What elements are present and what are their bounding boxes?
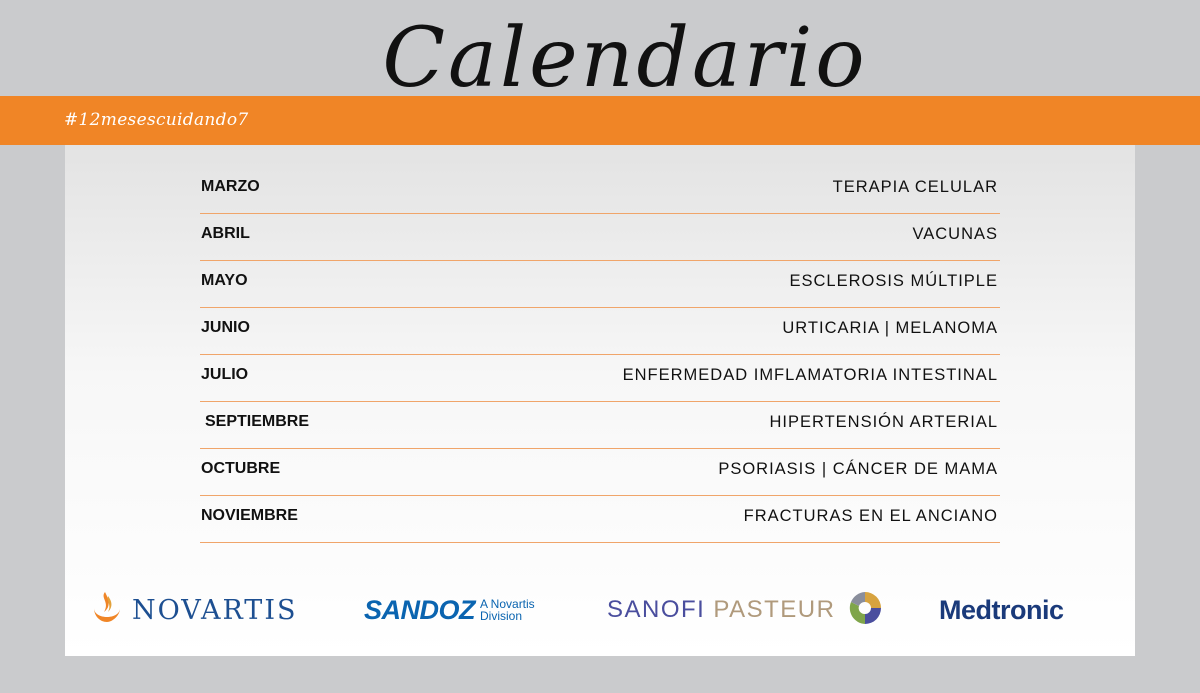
novartis-logo (90, 585, 297, 635)
topic-label: URTICARIA | MELANOMA (782, 319, 998, 337)
schedule-row (200, 168, 1000, 214)
hashtag-label: #12mesescuidando7 (64, 110, 249, 130)
topic-label: HIPERTENSIÓN ARTERIAL (769, 413, 998, 431)
topic-label: ENFERMEDAD IMFLAMATORIA INTESTINAL (622, 366, 998, 384)
topic-label: ESCLEROSIS MÚLTIPLE (789, 272, 998, 290)
month-label: MAYO (201, 272, 248, 289)
novartis-flame-icon (90, 588, 124, 633)
pasteur-wordmark: PASTEUR (713, 596, 836, 623)
sandoz-division-line1: A Novartis (480, 597, 535, 611)
medtronic-logo (939, 585, 1064, 635)
schedule-row (200, 403, 1000, 449)
sandoz-division-text (480, 598, 535, 622)
sandoz-division-line2: Division (480, 609, 523, 623)
topic-label: VACUNAS (912, 225, 998, 243)
topic-label: PSORIASIS | CÁNCER DE MAMA (718, 460, 998, 478)
month-label: SEPTIEMBRE (205, 413, 310, 430)
month-label: ABRIL (201, 225, 250, 242)
novartis-wordmark: NOVARTIS (132, 594, 298, 626)
page-title: Calendario (382, 11, 868, 106)
schedule-row (200, 450, 1000, 496)
schedule-row (200, 356, 1000, 402)
topic-label: TERAPIA CELULAR (832, 178, 998, 196)
sanofi-swirl-icon (847, 590, 883, 631)
month-label: JULIO (201, 366, 249, 383)
month-label: OCTUBRE (201, 460, 281, 477)
sandoz-logo (364, 585, 535, 635)
schedule-list (200, 168, 1000, 544)
sandoz-wordmark: SANDOZ (364, 594, 475, 625)
schedule-row (200, 497, 1000, 543)
month-label: JUNIO (201, 319, 250, 336)
medtronic-wordmark: Medtronic (939, 594, 1064, 625)
schedule-row (200, 262, 1000, 308)
schedule-row (200, 309, 1000, 355)
topic-label: FRACTURAS EN EL ANCIANO (743, 507, 998, 525)
schedule-row (200, 215, 1000, 261)
month-label: NOVIEMBRE (201, 507, 298, 524)
sanofi-wordmark: SANOFI (607, 596, 706, 623)
sanofi-pasteur-logo (607, 585, 883, 635)
month-label: MARZO (201, 178, 260, 195)
